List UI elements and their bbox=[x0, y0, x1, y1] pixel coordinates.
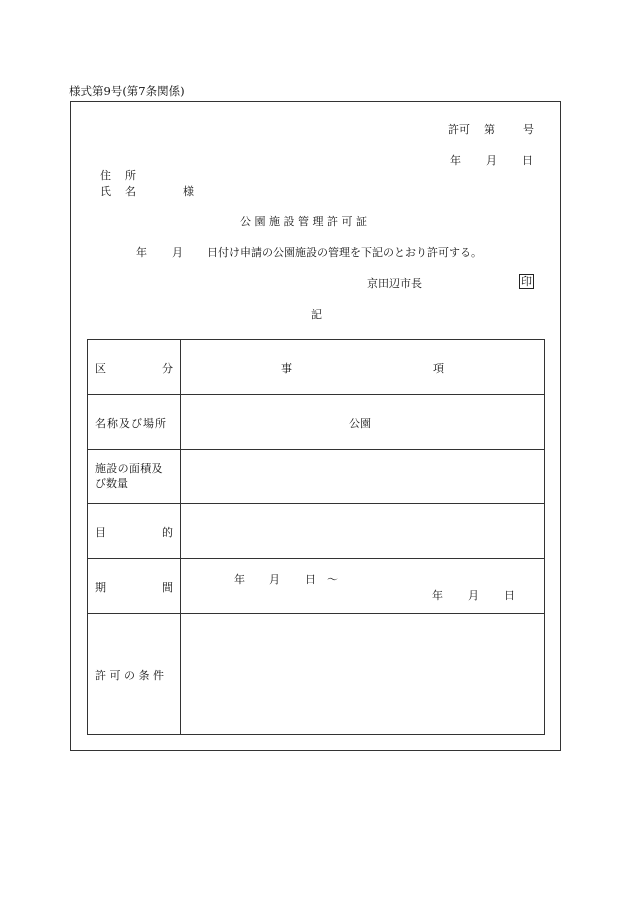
permit-go: 号 bbox=[523, 123, 534, 136]
ki-heading: 記 bbox=[311, 308, 322, 321]
header-jiko-2: 項 bbox=[433, 362, 444, 375]
title-char: 管 bbox=[298, 215, 309, 228]
conditions-char: 可 bbox=[109, 669, 121, 682]
column-divider bbox=[180, 340, 181, 734]
issue-month: 月 bbox=[486, 154, 497, 167]
title-char: 理 bbox=[312, 215, 324, 228]
title-char: 許 bbox=[327, 215, 338, 228]
address-label-1: 住 bbox=[100, 169, 111, 182]
conditions-char: 件 bbox=[153, 669, 164, 682]
period-end-day: 日 bbox=[504, 589, 515, 602]
row-value-name-place: 公園 bbox=[349, 417, 371, 430]
issue-day: 日 bbox=[522, 154, 533, 167]
title-char: 証 bbox=[356, 215, 367, 228]
period-start-day: 日 bbox=[305, 573, 316, 586]
row-label-purpose-1: 目 bbox=[95, 526, 106, 539]
row-divider bbox=[88, 613, 544, 614]
issue-year: 年 bbox=[450, 154, 461, 167]
row-label-conditions bbox=[95, 667, 164, 683]
form-number: 様式第9号(第7条関係) bbox=[69, 84, 185, 98]
permit-label: 許可 bbox=[448, 123, 470, 136]
certificate-title bbox=[240, 213, 367, 229]
period-end-month: 月 bbox=[468, 589, 479, 602]
title-char: 設 bbox=[283, 215, 295, 228]
row-divider bbox=[88, 394, 544, 395]
header-kubun-2: 分 bbox=[162, 362, 173, 375]
row-divider bbox=[88, 449, 544, 450]
title-char: 園 bbox=[254, 215, 266, 228]
issuer-title: 京田辺市長 bbox=[367, 277, 422, 290]
conditions-char: 条 bbox=[138, 669, 150, 682]
row-label-purpose-2: 的 bbox=[162, 526, 173, 539]
address-label-2: 所 bbox=[125, 169, 136, 182]
title-char: 施 bbox=[269, 215, 280, 228]
period-start-month: 月 bbox=[269, 573, 280, 586]
body-year: 年 bbox=[136, 246, 147, 259]
title-char: 可 bbox=[341, 215, 353, 228]
period-start-year: 年 bbox=[234, 573, 245, 586]
header-jiko-1: 事 bbox=[281, 362, 292, 375]
conditions-char: の bbox=[124, 669, 135, 682]
seal-box bbox=[519, 274, 534, 289]
body-sentence: 日付け申請の公園施設の管理を下記のとおり許可する。 bbox=[207, 246, 482, 259]
seal-mark: 印 bbox=[521, 275, 532, 288]
row-label-period-2: 間 bbox=[162, 581, 173, 594]
body-month: 月 bbox=[172, 246, 183, 259]
name-label-1: 氏 bbox=[100, 185, 111, 198]
row-label-period-1: 期 bbox=[95, 581, 106, 594]
title-char: 公 bbox=[240, 215, 251, 228]
row-divider bbox=[88, 558, 544, 559]
row-label-name-place: 名称及び場所 bbox=[95, 417, 167, 430]
name-label-2: 名 bbox=[125, 185, 136, 198]
header-kubun-1: 区 bbox=[95, 362, 106, 375]
row-label-area-line2: び数量 bbox=[95, 477, 128, 490]
honorific: 様 bbox=[183, 185, 194, 198]
permit-dai: 第 bbox=[484, 123, 495, 136]
row-label-area-line1: 施設の面積及 bbox=[95, 462, 163, 475]
period-end-year: 年 bbox=[432, 589, 443, 602]
period-tilde: ～ bbox=[327, 573, 338, 586]
row-divider bbox=[88, 503, 544, 504]
conditions-char: 許 bbox=[95, 669, 106, 682]
